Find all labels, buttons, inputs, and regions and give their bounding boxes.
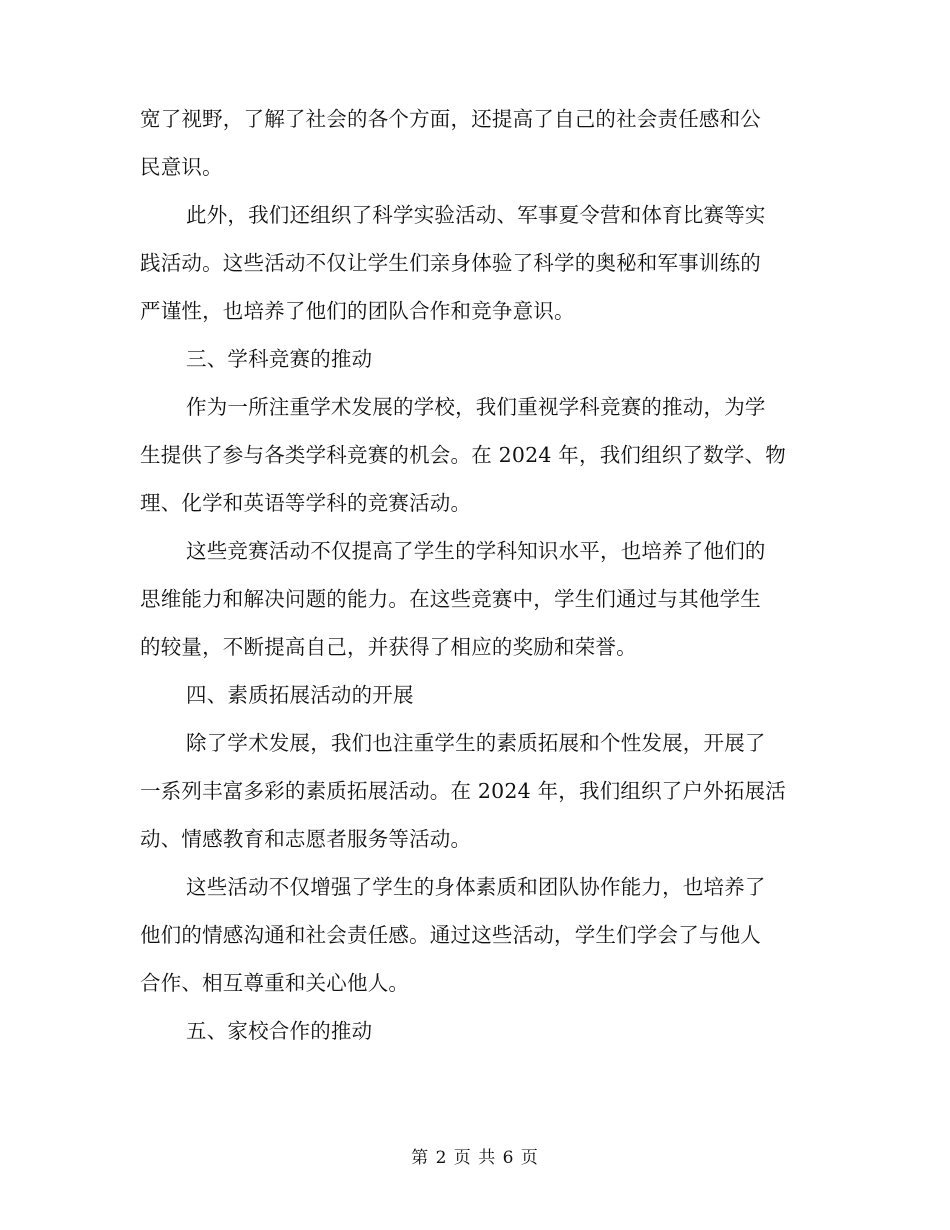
text-line: 理、化学和英语等学科的竞赛活动。: [140, 491, 472, 515]
text-line: 宽了视野，了解了社会的各个方面，还提高了自己的社会责任感和公: [140, 107, 761, 131]
body-text: [140, 95, 812, 1055]
text-line: 思维能力和解决问题的能力。在这些竞赛中，学生们通过与其他学生: [140, 587, 761, 611]
paragraph-start-line: 除了学术发展，我们也注重学生的素质拓展和个性发展，开展了: [186, 731, 766, 755]
text-line: 践活动。这些活动不仅让学生们亲身体验了科学的奥秘和军事训练的: [140, 251, 761, 275]
text-line: 动、情感教育和志愿者服务等活动。: [140, 827, 472, 851]
paragraph-start-line: 作为一所注重学术发展的学校，我们重视学科竞赛的推动，为学: [186, 395, 766, 419]
text-line: 他们的情感沟通和社会责任感。通过这些活动，学生们学会了与他人: [140, 923, 761, 947]
section-heading-3: 三、学科竞赛的推动: [186, 347, 373, 371]
paragraph-start-line: 这些活动不仅增强了学生的身体素质和团队协作能力，也培养了: [186, 875, 766, 899]
paragraph-start-line: 此外，我们还组织了科学实验活动、军事夏令营和体育比赛等实: [186, 203, 766, 227]
text-line: 合作、相互尊重和关心他人。: [140, 971, 410, 995]
text-line: 生提供了参与各类学科竞赛的机会。在 2024 年，我们组织了数学、物: [140, 443, 787, 467]
section-heading-5: 五、家校合作的推动: [186, 1019, 373, 1043]
text-line: 民意识。: [140, 155, 223, 179]
section-heading-4: 四、素质拓展活动的开展: [186, 683, 414, 707]
text-line: 的较量，不断提高自己，并获得了相应的奖励和荣誉。: [140, 635, 637, 659]
page-number-footer: 第 2 页 共 6 页: [411, 1148, 539, 1168]
text-line: 严谨性，也培养了他们的团队合作和竞争意识。: [140, 299, 575, 323]
text-line: 一系列丰富多彩的素质拓展活动。在 2024 年，我们组织了户外拓展活: [140, 779, 787, 803]
paragraph-start-line: 这些竞赛活动不仅提高了学生的学科知识水平，也培养了他们的: [186, 539, 766, 563]
